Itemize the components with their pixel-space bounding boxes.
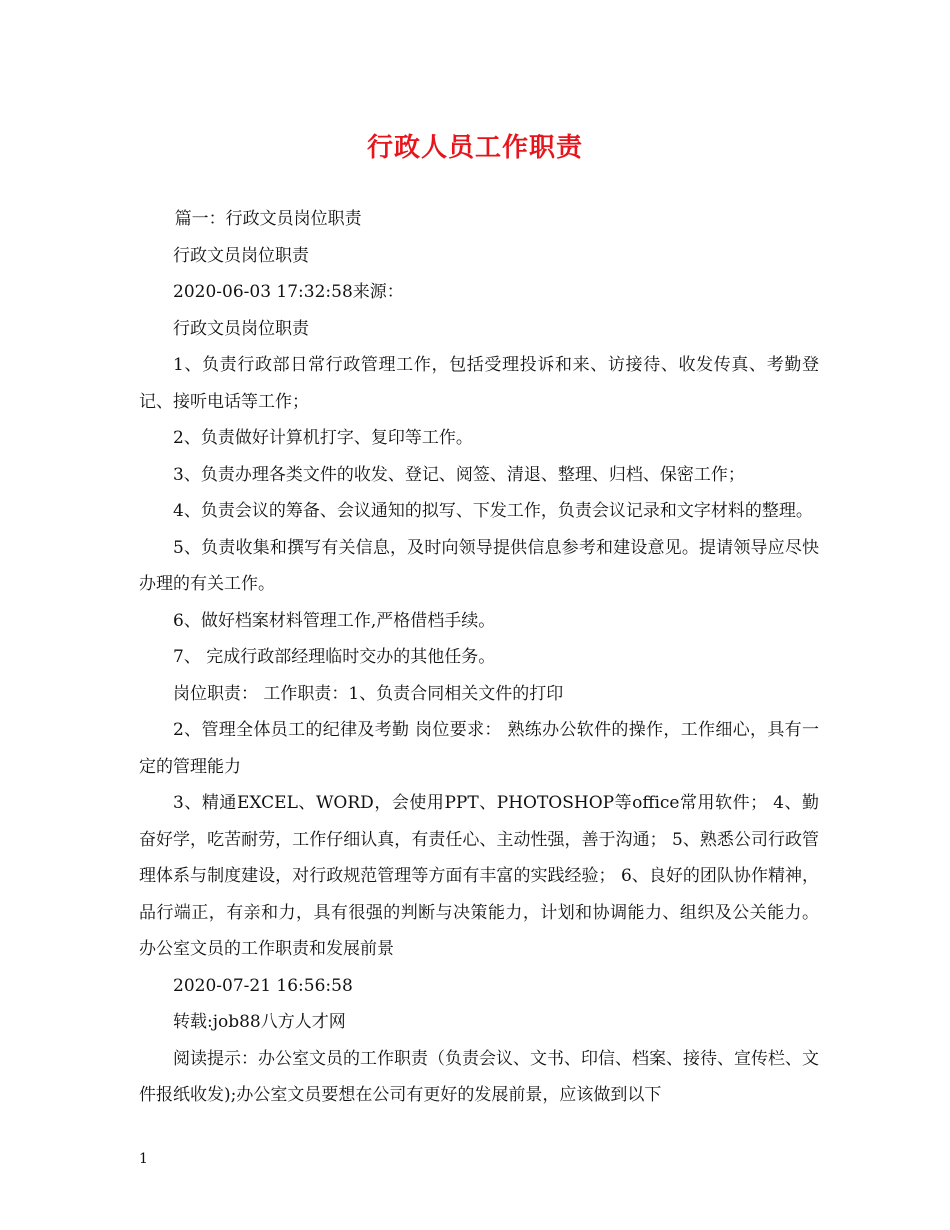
document-body bbox=[139, 201, 819, 1114]
paragraph-duty-1: 1、负责行政部日常行政管理工作，包括受理投诉和来、访接待、收发传真、考勤登记、接听电话等工作； bbox=[139, 355, 819, 412]
page-number: 1 bbox=[139, 1151, 148, 1167]
paragraph-duty-2: 2、负责做好计算机打字、复印等工作。 bbox=[173, 428, 473, 448]
paragraph-job-duties: 岗位职责： 工作职责：1、负责合同相关文件的打印 bbox=[173, 683, 564, 704]
paragraph-date-source: 2020-06-03 17:32:58来源： bbox=[173, 282, 404, 302]
paragraph-subtitle: 行政文员岗位职责 bbox=[173, 245, 309, 266]
paragraph-section-heading: 篇一：行政文员岗位职责 bbox=[174, 209, 362, 229]
paragraph-skills: 3、精通EXCEL、WORD，会使用PPT、PHOTOSHOP等office常用软件； 4、勤奋好学，吃苦耐劳，工作仔细认真，有责任心、主动性强，善于沟通； 5、熟悉公司行政管理体系与制度建设，对行政规范管理等方面有丰富的实践经验； 6、良好的团队协作精神，品行端正，有亲和力，具有很强的判断与决策能力，计划和协调能力、组织及公关能力。 办公室文员的工作职责和发展前景 bbox=[139, 793, 819, 959]
paragraph-duty-6: 6、做好档案材料管理工作,严格借档手续。 bbox=[173, 610, 496, 631]
paragraph-subtitle-repeat: 行政文员岗位职责 bbox=[173, 318, 309, 339]
document-title: 行政人员工作职责 bbox=[366, 133, 583, 163]
paragraph-duty-3: 3、负责办理各类文件的收发、登记、阅签、清退、整理、归档、保密工作； bbox=[173, 464, 745, 485]
paragraph-duty-5: 5、负责收集和撰写有关信息，及时向领导提供信息参考和建设意见。提请领导应尽快办理的有关工作。 bbox=[139, 537, 819, 594]
paragraph-repost-source: 转载:job88八方人才网 bbox=[173, 1012, 346, 1032]
paragraph-duty-7: 7、 完成行政部经理临时交办的其他任务。 bbox=[173, 647, 496, 667]
paragraph-reading-tip: 阅读提示：办公室文员的工作职责（负责会议、文书、印信、档案、接待、宣传栏、文件报纸收发);办公室文员要想在公司有更好的发展前景，应该做到以下 bbox=[139, 1048, 819, 1105]
paragraph-requirements: 2、管理全体员工的纪律及考勤 岗位要求： 熟练办公软件的操作，工作细心，具有一定的管理能力 bbox=[139, 720, 819, 777]
paragraph-duty-4: 4、负责会议的筹备、会议通知的拟写、下发工作，负责会议记录和文字材料的整理。 bbox=[173, 501, 813, 521]
paragraph-date-2: 2020-07-21 16:56:58 bbox=[173, 975, 353, 996]
